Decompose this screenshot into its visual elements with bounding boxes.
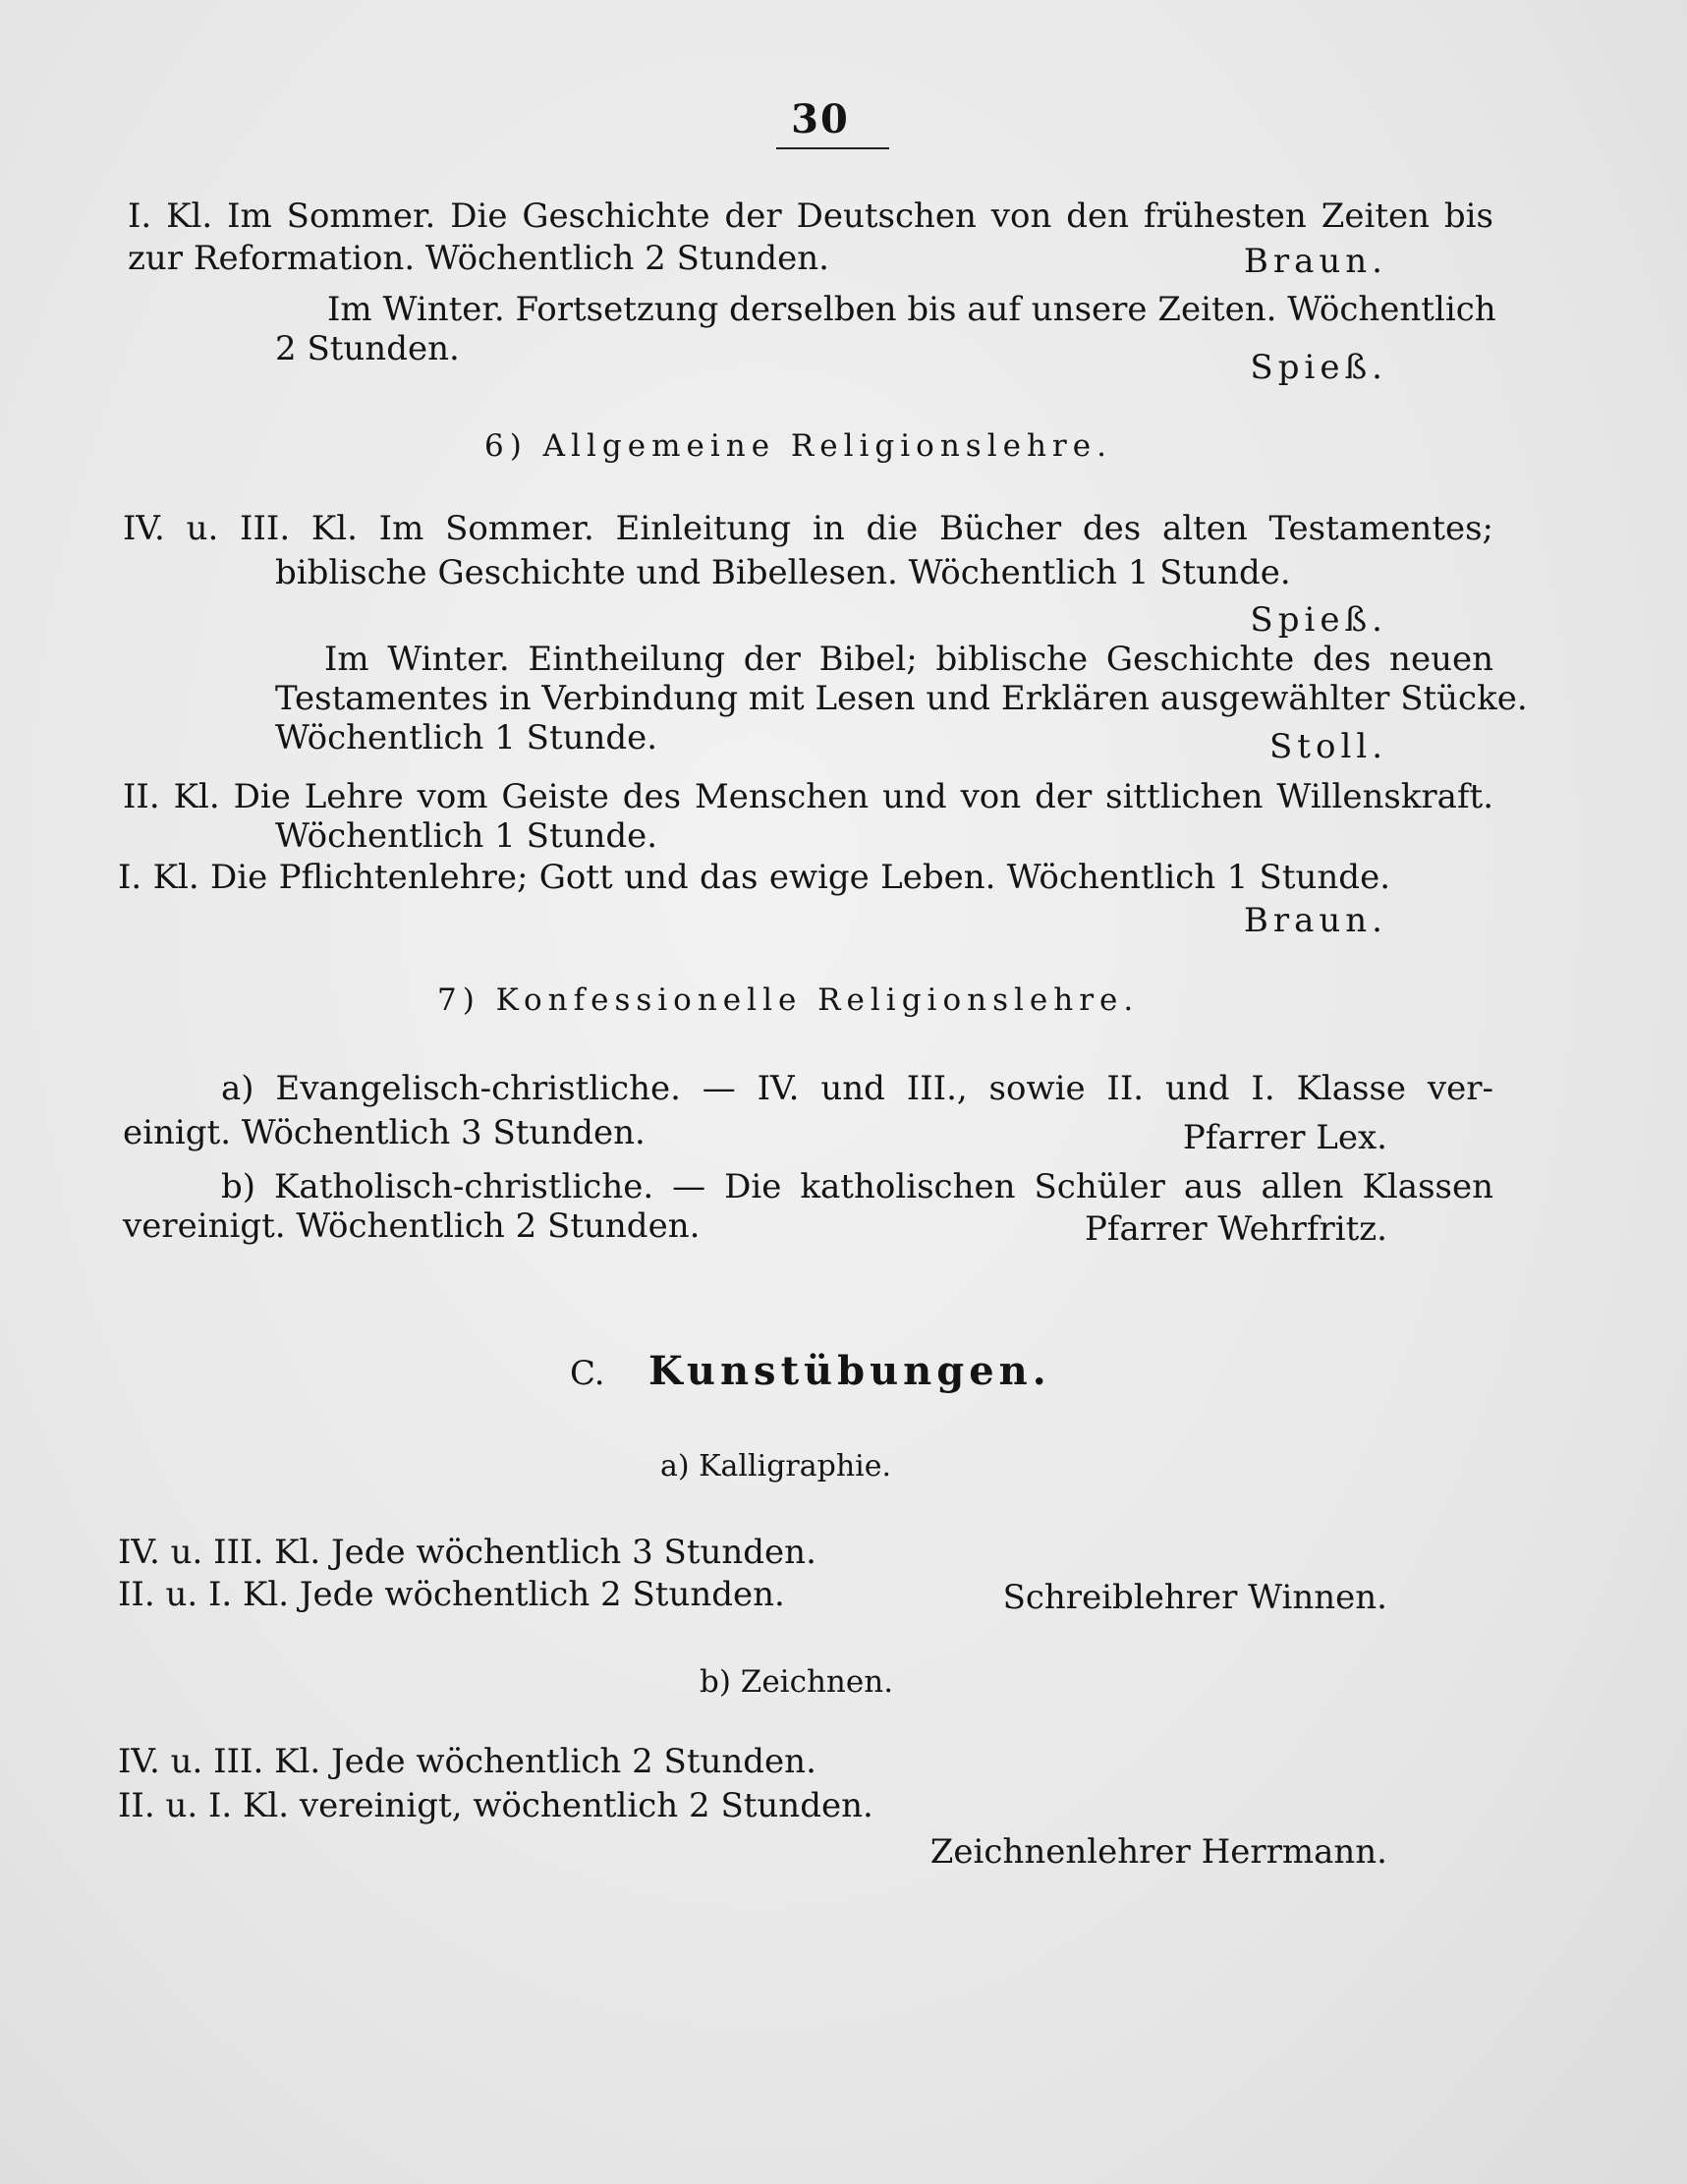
history-teacher-1: Braun. bbox=[1243, 242, 1387, 281]
arts-heading-letter: C. bbox=[570, 1354, 605, 1393]
history-line-2: zur Reformation. Wöchentlich 2 Stunden. bbox=[128, 239, 829, 278]
drawing-teacher: Zeichnenlehrer Herrmann. bbox=[929, 1832, 1387, 1872]
religion-general-teacher-1: Spieß. bbox=[1250, 600, 1387, 640]
drawing-heading: b) Zeichnen. bbox=[700, 1664, 894, 1700]
religion-general-line-7: II. Kl. Die Lehre vom Geiste des Menschen und von der sittlichen Willenskraft. bbox=[123, 777, 1493, 816]
calligraphy-line-2: II. u. I. Kl. Jede wöchentlich 2 Stunden. bbox=[118, 1575, 785, 1614]
calligraphy-line-1: IV. u. III. Kl. Jede wöchentlich 3 Stunden. bbox=[118, 1533, 816, 1572]
history-line-3: Im Winter. Fortsetzung derselben bis auf unsere Zeiten. Wöchentlich bbox=[327, 290, 1496, 329]
religion-general-line-9: I. Kl. Die Pflichtenlehre; Gott und das ewige Leben. Wöchentlich 1 Stunde. bbox=[118, 858, 1390, 897]
religion-general-teacher-3: Braun. bbox=[1243, 901, 1387, 940]
religion-general-teacher-2: Stoll. bbox=[1269, 727, 1387, 766]
religion-confessional-line-1: a) Evangelisch-christliche. — IV. und III., sowie II. und I. Klasse ver- bbox=[221, 1069, 1493, 1108]
history-line-1: I. Kl. Im Sommer. Die Geschichte der Deutschen von den frühesten Zeiten bis bbox=[128, 196, 1493, 236]
religion-confessional-line-3: b) Katholisch-christliche. — Die katholischen Schüler aus allen Klassen bbox=[221, 1167, 1493, 1206]
religion-general-line-1: IV. u. III. Kl. Im Sommer. Einleitung in die Bücher des alten Testamentes; bbox=[123, 509, 1493, 548]
religion-confessional-teacher-1: Pfarrer Lex. bbox=[1182, 1118, 1387, 1157]
religion-confessional-heading: 7) Konfessionelle Religionslehre. bbox=[437, 982, 1140, 1018]
arts-heading: Kunstübungen. bbox=[648, 1348, 1051, 1394]
drawing-line-1: IV. u. III. Kl. Jede wöchentlich 2 Stunden. bbox=[118, 1742, 816, 1781]
history-line-4: 2 Stunden. bbox=[275, 329, 460, 368]
religion-general-line-5: Testamentes in Verbindung mit Lesen und Erklären ausgewählter Stücke. bbox=[275, 679, 1528, 718]
page-number: 30 bbox=[791, 96, 850, 142]
drawing-line-2: II. u. I. Kl. vereinigt, wöchentlich 2 Stunden. bbox=[118, 1786, 873, 1825]
calligraphy-teacher: Schreiblehrer Winnen. bbox=[1002, 1578, 1387, 1617]
religion-general-line-2: biblische Geschichte und Bibellesen. Wöchentlich 1 Stunde. bbox=[275, 553, 1291, 592]
religion-general-heading: 6) Allgemeine Religionslehre. bbox=[484, 428, 1112, 464]
religion-confessional-teacher-2: Pfarrer Wehrfritz. bbox=[1085, 1209, 1387, 1249]
calligraphy-heading: a) Kalligraphie. bbox=[660, 1449, 892, 1484]
religion-general-line-8: Wöchentlich 1 Stunde. bbox=[275, 816, 658, 856]
history-teacher-2: Spieß. bbox=[1250, 348, 1387, 387]
religion-confessional-line-2: einigt. Wöchentlich 3 Stunden. bbox=[123, 1113, 646, 1152]
religion-general-line-6: Wöchentlich 1 Stunde. bbox=[275, 718, 658, 757]
religion-confessional-line-4: vereinigt. Wöchentlich 2 Stunden. bbox=[123, 1206, 701, 1246]
page-number-rule bbox=[776, 147, 889, 149]
religion-general-line-4: Im Winter. Eintheilung der Bibel; biblische Geschichte des neuen bbox=[324, 640, 1493, 679]
